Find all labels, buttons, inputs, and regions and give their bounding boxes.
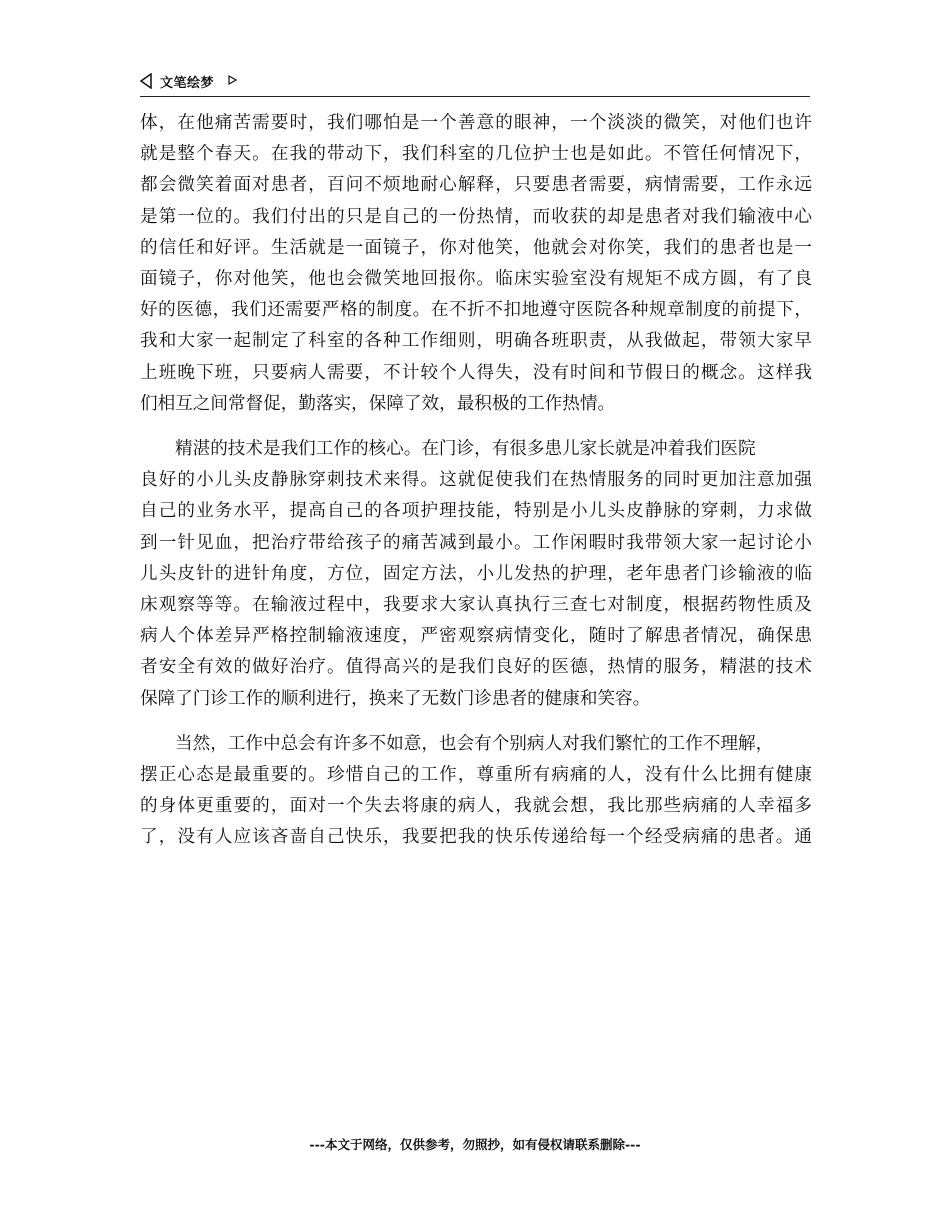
triangle-right-icon [228,75,237,85]
text-line: 了，没有人应该吝啬自己快乐，我要把我的快乐传递给每一个经受病痛的患者。通 [140,827,812,848]
page-header [140,70,810,97]
text-line: 床观察等等。在输液过程中，我要求大家认真执行三查七对制度，根据药物性质及 [140,595,812,616]
text-line: 儿头皮针的进针角度，方位，固定方法，小儿发热的护理，老年患者门诊输液的临 [140,563,812,584]
text-line: 的信任和好评。生活就是一面镜子，你对他笑，他就会对你笑，我们的患者也是一 [140,237,812,258]
document-body [140,108,812,854]
text-line: 者安全有效的做好治疗。值得高兴的是我们良好的医德，热情的服务，精湛的技术 [140,657,812,678]
text-line: 到一针见血，把治疗带给孩子的痛苦减到最小。工作闲暇时我带领大家一起讨论小 [140,532,812,553]
text-line: 都会微笑着面对患者，百问不烦地耐心解释，只要患者需要，病情需要，工作永远 [140,175,812,196]
text-line: 体，在他痛苦需要时，我们哪怕是一个善意的眼神，一个淡淡的微笑，对他们也许 [140,113,812,133]
text-line: 病人个体差异严格控制输液速度，严密观察病情变化，随时了解患者情况，确保患 [140,626,812,647]
triangle-left-icon [140,73,152,89]
text-line: 是第一位的。我们付出的只是自己的一份热情，而收获的却是患者对我们输液中心 [140,206,812,227]
text-line: 好的医德，我们还需要严格的制度。在不折不扣地遵守医院各种规章制度的前提下， [140,300,812,321]
text-line: 们相互之间常督促，勤落实，保障了效，最积极的工作热情。 [140,393,616,414]
text-line: 我和大家一起制定了科室的各种工作细则，明确各班职责，从我做起，带领大家早 [140,331,812,352]
page-footer: ---本文于网络，仅供参考，勿照抄，如有侵权请联系删除--- [309,1137,641,1152]
paragraph-3 [140,729,812,854]
text-line: 面镜子，你对他笑，他也会微笑地回报你。临床实验室没有规矩不成方圆，有了良 [140,269,812,290]
header-brand: 文笔绘梦 [160,76,215,91]
paragraph-2 [140,434,812,715]
text-line: 良好的小儿头皮静脉穿刺技术来得。这就促使我们在热情服务的同时更加注意加强 [140,470,812,491]
text-line: 摆正心态是最重要的。珍惜自己的工作，尊重所有病痛的人，没有什么比拥有健康 [140,765,812,786]
text-line: 当然，工作中总会有许多不如意，也会有个别病人对我们繁忙的工作不理解， [175,733,774,754]
text-line: 保障了门诊工作的顺利进行，换来了无数门诊患者的健康和笑容。 [140,688,651,709]
text-line: 就是整个春天。在我的带动下，我们科室的几位护士也是如此。不管任何情况下， [140,144,812,165]
text-line: 精湛的技术是我们工作的核心。在门诊，有很多患儿家长就是冲着我们医院 [175,439,756,460]
text-line: 上班晚下班，只要病人需要，不计较个人得失，没有时间和节假日的概念。这样我 [140,362,812,383]
text-line: 的身体更重要的，面对一个失去将康的病人，我就会想，我比那些病痛的人幸福多 [140,796,812,817]
paragraph-1 [140,108,812,420]
text-line: 自己的业务水平，提高自己的各项护理技能，特别是小儿头皮静脉的穿刺，力求做 [140,501,812,522]
